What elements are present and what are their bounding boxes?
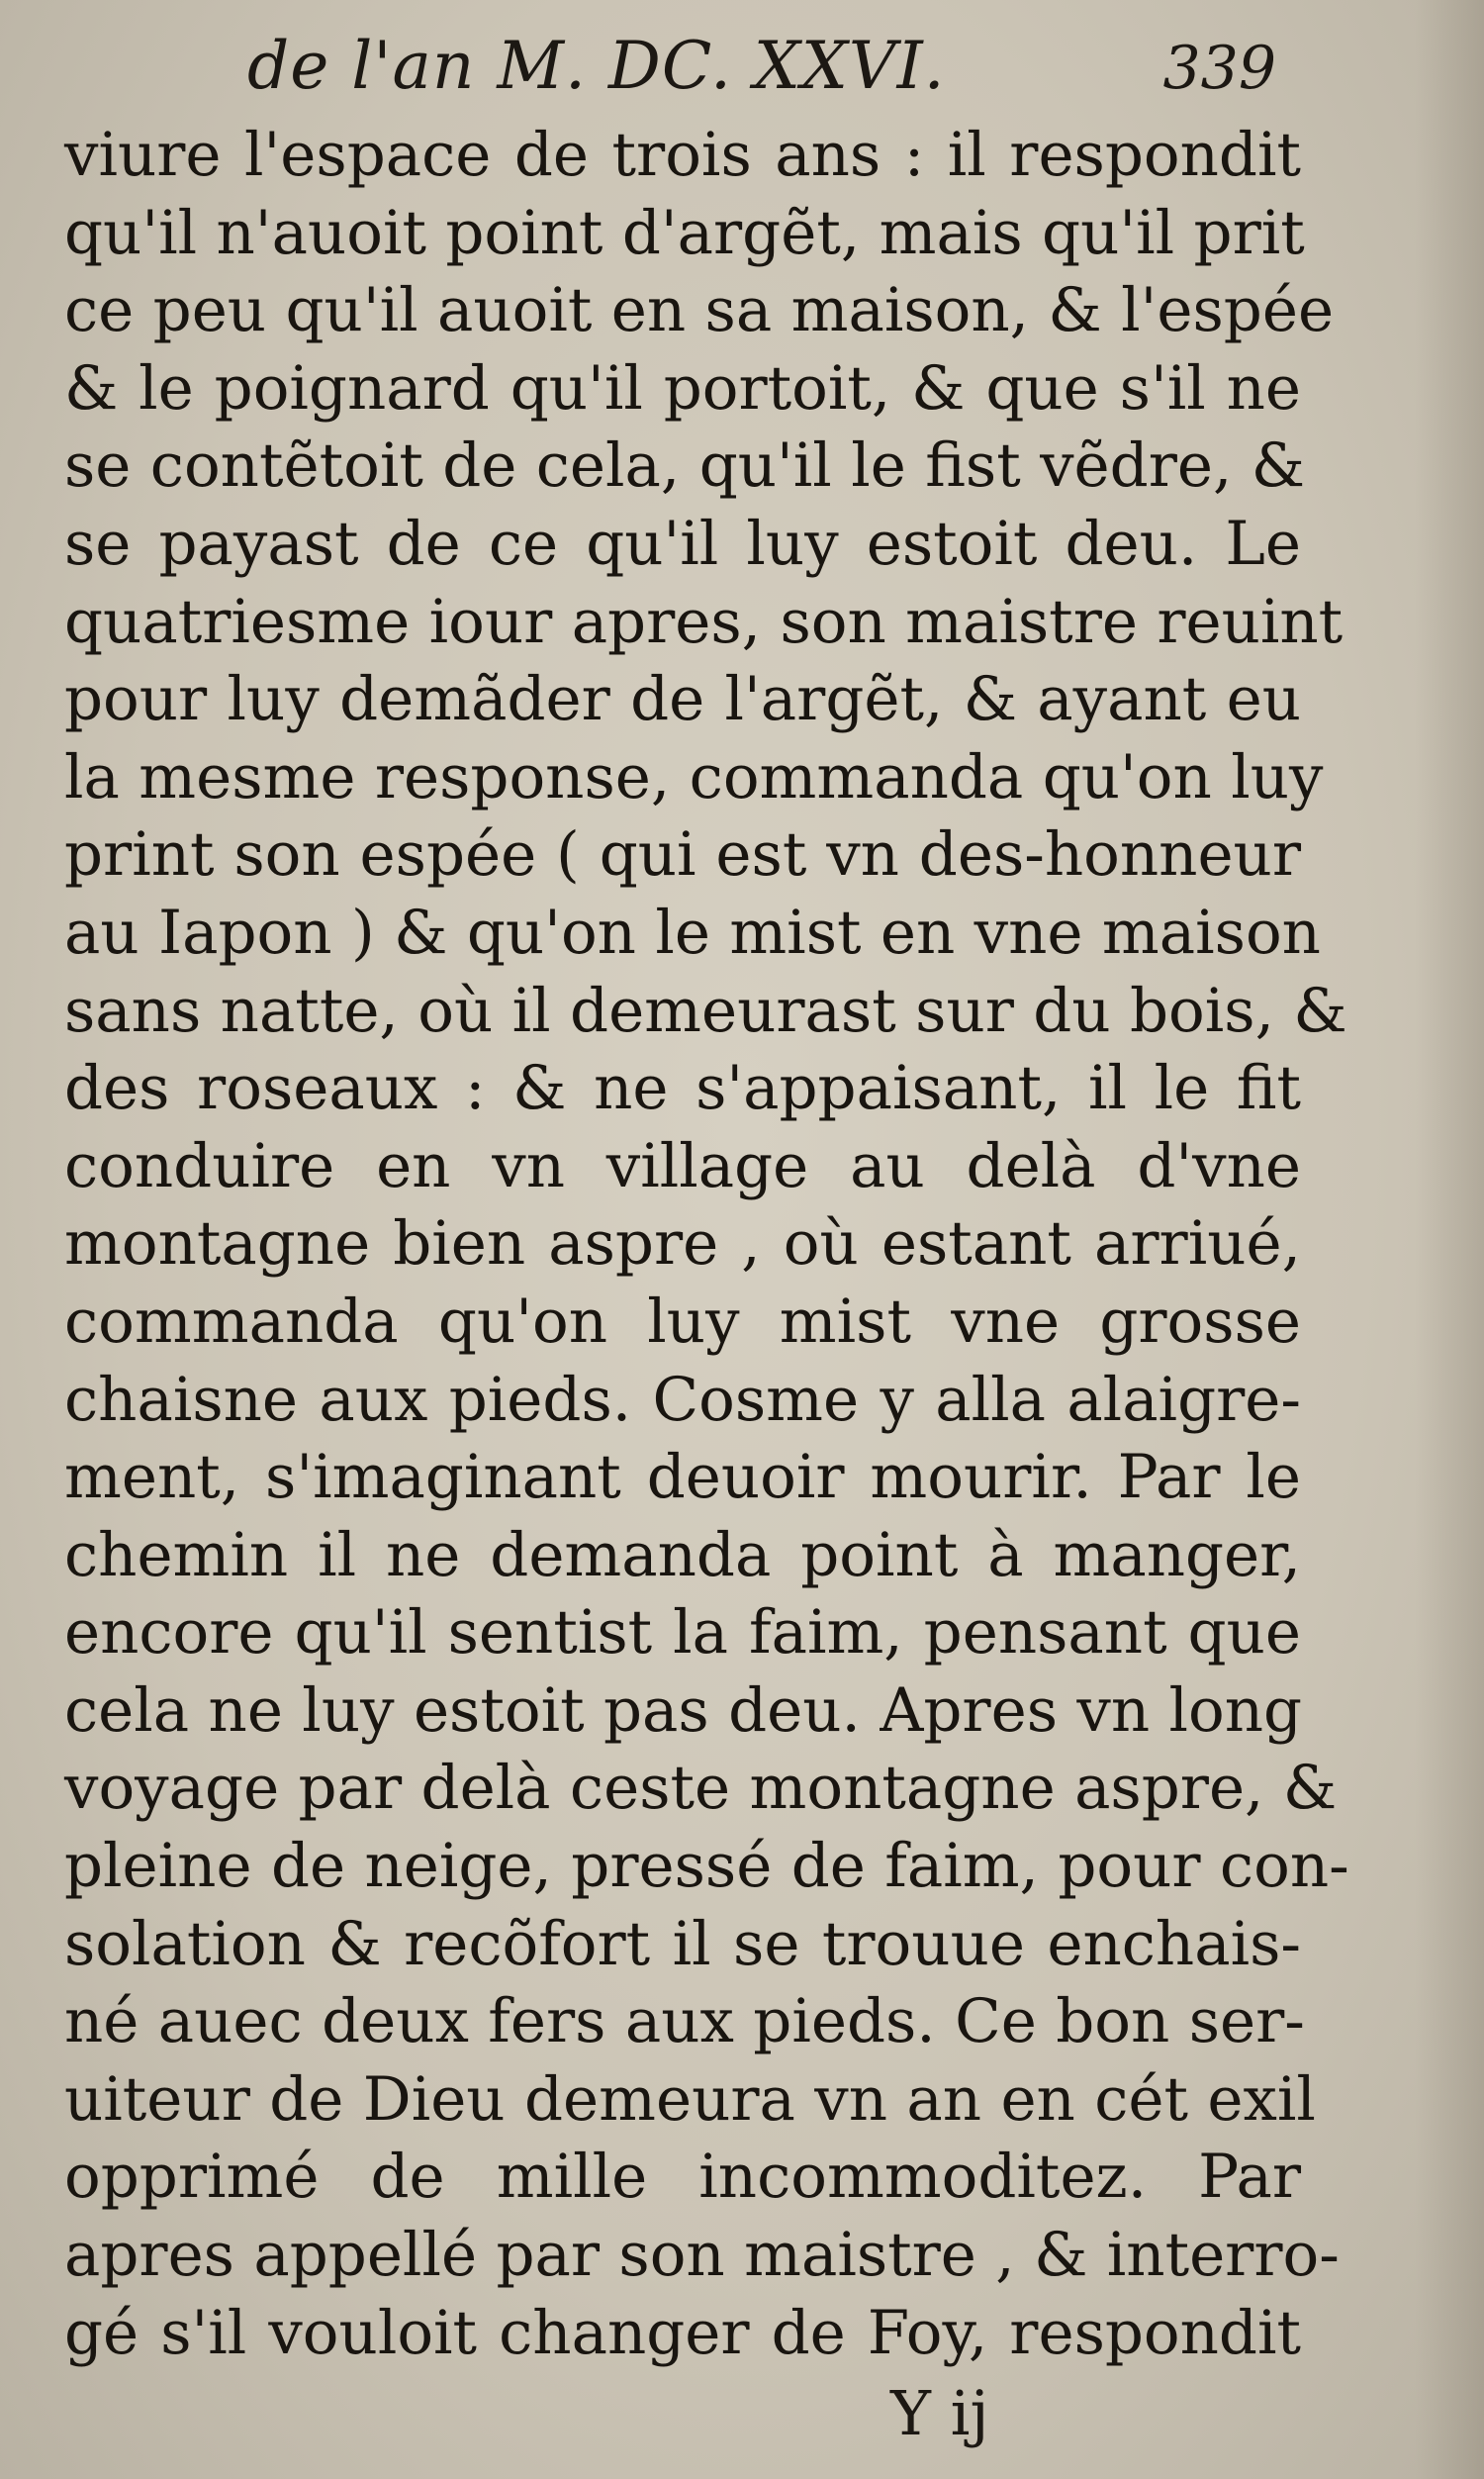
text-line: gé s'il vouloit changer de Foy, respondit [64,2297,1301,2368]
text-line: pour luy demãder de l'argẽt, & ayant eu [64,664,1301,735]
text-line: apres appellé par son maistre , & interro- [64,2220,1340,2291]
text-line: print son espée ( qui est vn des-honneur [64,819,1301,891]
text-line: encore qu'il sentist la faim, pensant que [64,1597,1301,1669]
text-line: uiteur de Dieu demeura vn an en cét exil [64,2063,1316,2135]
text-line: la mesme response, commanda qu'on luy [64,741,1324,812]
text-line: cela ne luy estoit pas deu. Apres vn long [64,1674,1303,1746]
text-line: chaisne aux pieds. Cosme y alla alaigre- [64,1364,1301,1435]
header-title: de l'an M. DC. XXVI. [247,28,946,104]
text-line: pleine de neige, pressé de faim, pour con- [64,1831,1349,1902]
page-number: 339 [1162,34,1276,103]
text-line: quatriesme iour apres, son maistre reuint [64,586,1344,657]
text-line: qu'il n'auoit point d'argẽt, mais qu'il prit [64,197,1305,268]
text-line: solation & recõfort il se trouue enchais- [64,1908,1301,1979]
text-line: viure l'espace de trois ans : il respondit [64,120,1301,190]
text-line: opprimé de mille incommoditez. Par [64,2142,1301,2213]
body-text [64,117,1349,2372]
text-line: sans natte, où il demeurast sur du bois, & [64,975,1347,1046]
text-line: ce peu qu'il auoit en sa maison, & l'espée [64,275,1335,346]
text-line: né auec deux fers aux pieds. Ce bon ser- [64,1986,1305,2057]
text-line: ment, s'imaginant deuoir mourir. Par le [64,1442,1301,1513]
signature-mark: Y ij [890,2377,989,2449]
text-line: des roseaux : & ne s'appaisant, il le fit [64,1053,1301,1124]
text-line: & le poignard qu'il portoit, & que s'il ne [64,352,1301,424]
text-line: commanda qu'on luy mist vne grosse [64,1286,1301,1357]
text-line: voyage par delà ceste montagne aspre, & [64,1753,1338,1824]
text-line: montagne bien aspre , où estant arriué, [64,1208,1301,1280]
page-edge-shadow [1415,0,1484,2479]
text-line: se contẽtoit de cela, qu'il le fist vẽdre, & [64,430,1306,502]
text-line: se payast de ce qu'il luy estoit deu. Le [64,508,1301,579]
text-line: conduire en vn village au delà d'vne [64,1130,1301,1201]
running-header [247,28,1286,127]
text-line: chemin il ne demanda point à manger, [64,1519,1301,1590]
text-line: au Iapon ) & qu'on le mist en vne maison [64,897,1321,968]
